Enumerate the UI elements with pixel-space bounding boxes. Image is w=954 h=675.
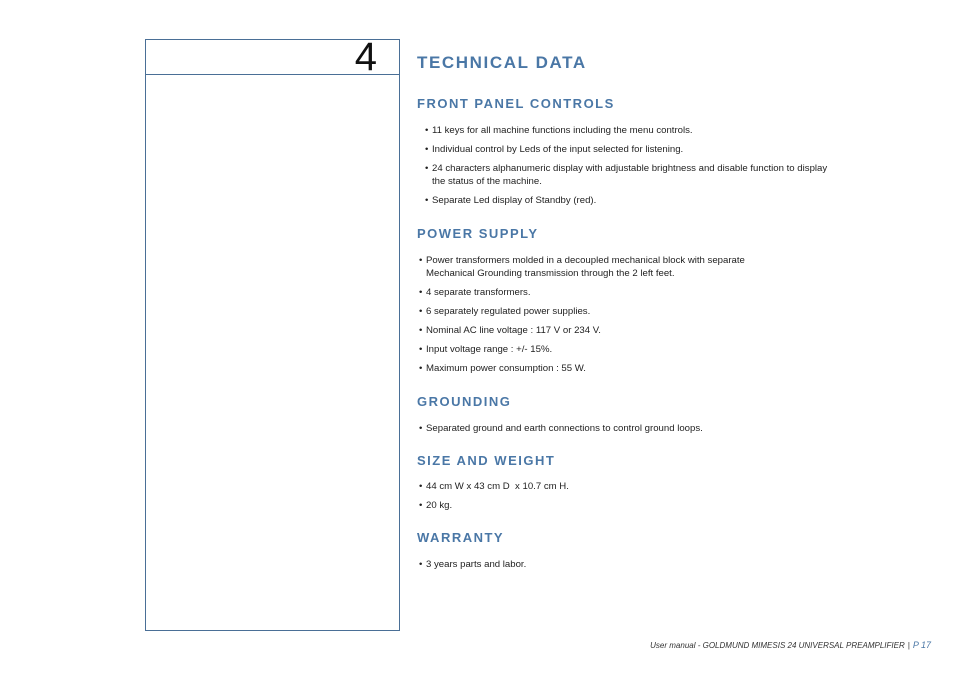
list-item: • 24 characters alphanumeric display with adjustable brightness and disable function to display the status of the machine. xyxy=(425,162,835,188)
list-item: • Nominal AC line voltage : 117 V or 234 V. xyxy=(419,324,829,337)
footer-title: User manual - GOLDMUND MIMESIS 24 UNIVERSAL PREAMPLIFIER xyxy=(650,641,905,650)
list-item: • 6 separately regulated power supplies. xyxy=(419,305,829,318)
list-item: • Separated ground and earth connections to control ground loops. xyxy=(419,422,829,435)
chapter-number: 4 xyxy=(354,35,377,79)
section-heading-front-panel-controls: FRONT PANEL CONTROLS xyxy=(417,96,615,111)
list-warranty xyxy=(419,558,829,577)
list-front-panel-controls xyxy=(425,124,835,213)
section-heading-grounding: GROUNDING xyxy=(417,394,512,409)
list-item: • 4 separate transformers. xyxy=(419,286,829,299)
section-heading-size-and-weight: SIZE AND WEIGHT xyxy=(417,453,556,468)
chapter-sidebar-frame xyxy=(145,35,400,631)
list-item: • Input voltage range : +/- 15%. xyxy=(419,343,829,356)
page-footer xyxy=(650,640,931,650)
page-number: P 17 xyxy=(912,640,931,650)
list-item: • 11 keys for all machine functions including the menu controls. xyxy=(425,124,835,137)
list-item: • Separate Led display of Standby (red). xyxy=(425,194,835,207)
section-heading-power-supply: POWER SUPPLY xyxy=(417,226,539,241)
list-item: • Individual control by Leds of the input selected for listening. xyxy=(425,143,835,156)
page-title: TECHNICAL DATA xyxy=(417,53,587,72)
list-item: • 20 kg. xyxy=(419,499,829,512)
list-grounding xyxy=(419,422,829,441)
chapter-band xyxy=(146,35,399,79)
footer-separator: | xyxy=(907,641,910,650)
list-power-supply xyxy=(419,254,829,381)
list-item: • 44 cm W x 43 cm D x 10.7 cm H. xyxy=(419,480,829,493)
main-content xyxy=(417,52,837,570)
list-item: • Power transformers molded in a decoupled mechanical block with separate Mechanical Grounding transmission through the 2 left feet. xyxy=(419,254,781,280)
list-item: • Maximum power consumption : 55 W. xyxy=(419,362,829,375)
list-size-and-weight xyxy=(419,480,829,518)
section-heading-warranty: WARRANTY xyxy=(417,530,505,545)
list-item: • 3 years parts and labor. xyxy=(419,558,829,571)
